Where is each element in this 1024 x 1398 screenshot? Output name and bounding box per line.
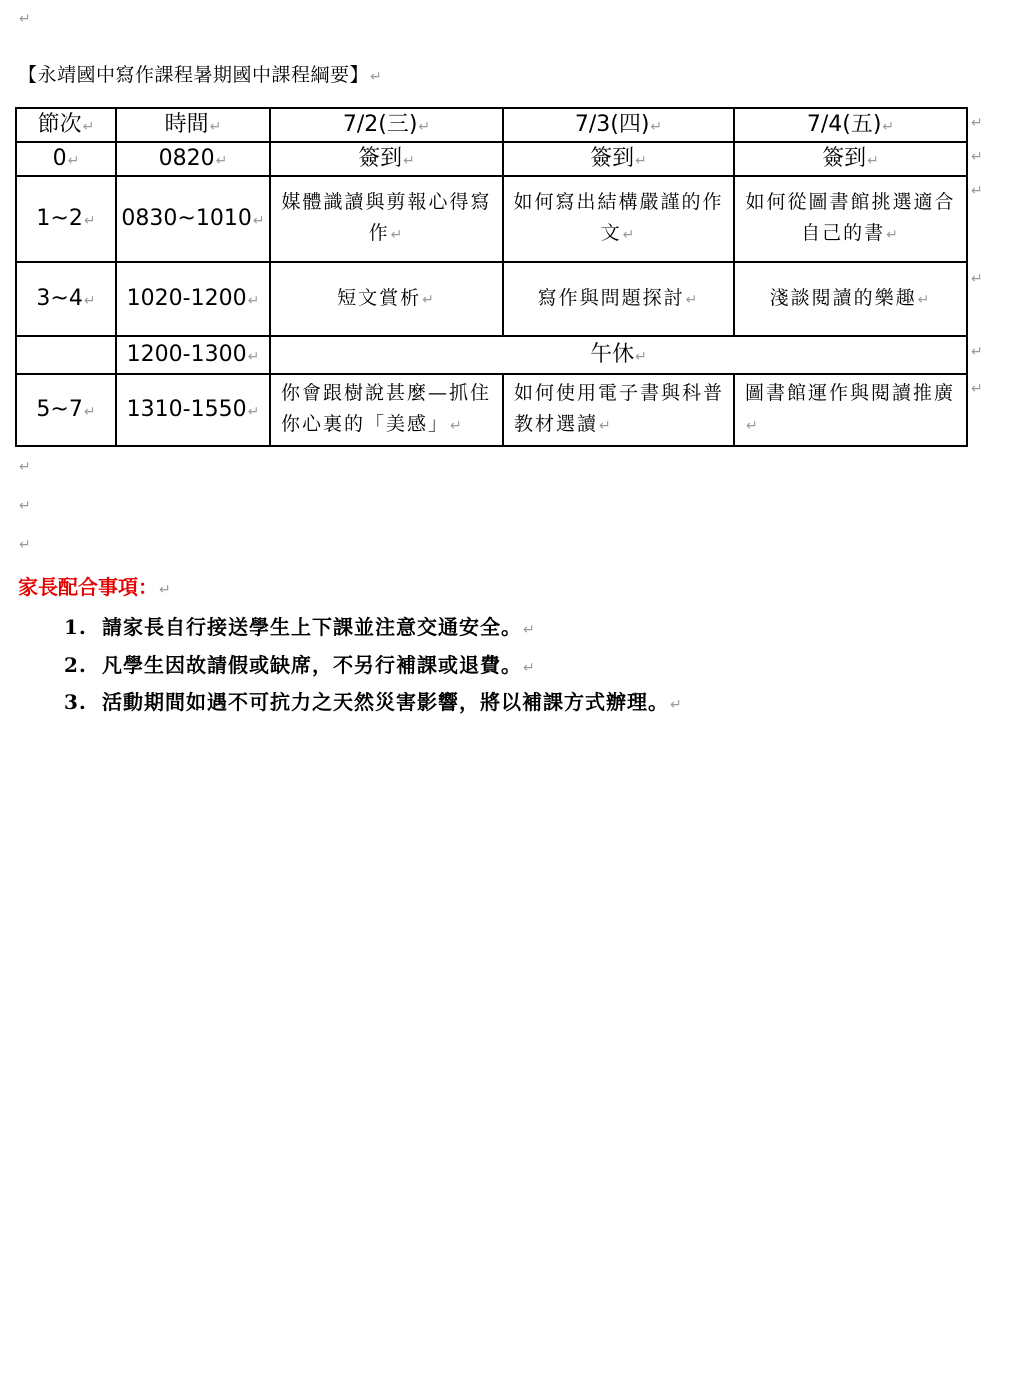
lunch-break-cell: 午休↵ xyxy=(270,336,967,374)
session-cell: 短文賞析↵ xyxy=(270,262,503,336)
header-period: 節次↵ xyxy=(16,108,116,142)
header-day-1: 7/2(三)↵ xyxy=(270,108,503,142)
row-end-mark: ↵ xyxy=(971,381,983,397)
table-row xyxy=(16,262,967,336)
notice-text: 活動期間如遇不可抗力之天然災害影響，將以補課方式辦理。 xyxy=(102,690,669,714)
session-cell: 淺談閱讀的樂趣↵ xyxy=(734,262,967,336)
empty-paragraph xyxy=(18,8,31,27)
period-cell: 3~4↵ xyxy=(16,262,116,336)
session-cell: 圖書館運作與閱讀推廣↵ xyxy=(734,374,967,446)
notice-text: 請家長自行接送學生上下課並注意交通安全。 xyxy=(102,615,522,639)
notice-number: 2. xyxy=(64,653,87,677)
time-cell: 1200-1300↵ xyxy=(116,336,270,374)
session-cell: 媒體識讀與剪報心得寫作↵ xyxy=(270,176,503,262)
session-cell: 如何使用電子書與科普教材選讀↵ xyxy=(503,374,734,446)
header-day-2: 7/3(四)↵ xyxy=(503,108,734,142)
session-cell: 你會跟樹說甚麼—抓住你心裏的「美感」↵ xyxy=(270,374,503,446)
row-end-mark: ↵ xyxy=(971,183,983,199)
time-cell: 1020-1200↵ xyxy=(116,262,270,336)
notice-number: 1. xyxy=(64,615,87,639)
parents-notice-heading: 家長配合事項：↵ xyxy=(18,575,171,599)
table-header-row xyxy=(16,108,967,142)
period-cell: 5~7↵ xyxy=(16,374,116,446)
table-row-lunch xyxy=(16,336,967,374)
period-cell: 1~2↵ xyxy=(16,176,116,262)
session-cell: 如何從圖書館挑選適合自己的書↵ xyxy=(734,176,967,262)
notice-item: 2. 凡學生因故請假或缺席，不另行補課或退費。↵ xyxy=(64,653,536,677)
document-title-text: 【永靖國中寫作課程暑期國中課程綱要】 xyxy=(18,64,370,86)
notice-number: 3. xyxy=(64,690,87,714)
row-end-mark: ↵ xyxy=(971,271,983,287)
notice-item: 3. 活動期間如遇不可抗力之天然災害影響，將以補課方式辦理。↵ xyxy=(64,690,683,714)
time-cell: 0830~1010↵ xyxy=(116,176,270,262)
row-end-mark: ↵ xyxy=(971,149,983,165)
time-cell: 1310-1550↵ xyxy=(116,374,270,446)
period-cell xyxy=(16,336,116,374)
notice-item: 1. 請家長自行接送學生上下課並注意交通安全。↵ xyxy=(64,615,536,639)
period-cell: 0↵ xyxy=(16,142,116,176)
session-cell: 簽到↵ xyxy=(270,142,503,176)
course-schedule-table xyxy=(15,107,968,447)
table-row xyxy=(16,374,967,446)
session-cell: 如何寫出結構嚴謹的作文↵ xyxy=(503,176,734,262)
time-cell: 0820↵ xyxy=(116,142,270,176)
header-day-3: 7/4(五)↵ xyxy=(734,108,967,142)
empty-paragraph: ↵ xyxy=(19,537,31,553)
notice-text: 凡學生因故請假或缺席，不另行補課或退費。 xyxy=(102,653,522,677)
empty-paragraph: ↵ xyxy=(19,498,31,514)
session-cell: 簽到↵ xyxy=(503,142,734,176)
table-row xyxy=(16,142,967,176)
row-end-mark: ↵ xyxy=(971,115,983,131)
session-cell: 寫作與問題探討↵ xyxy=(503,262,734,336)
paragraph-mark: ↵ xyxy=(19,11,31,27)
header-time: 時間↵ xyxy=(116,108,270,142)
session-cell: 簽到↵ xyxy=(734,142,967,176)
empty-paragraph: ↵ xyxy=(19,459,31,475)
table-row xyxy=(16,176,967,262)
row-end-mark: ↵ xyxy=(971,344,983,360)
paragraph-mark: ↵ xyxy=(370,69,383,85)
document-title xyxy=(18,60,382,87)
